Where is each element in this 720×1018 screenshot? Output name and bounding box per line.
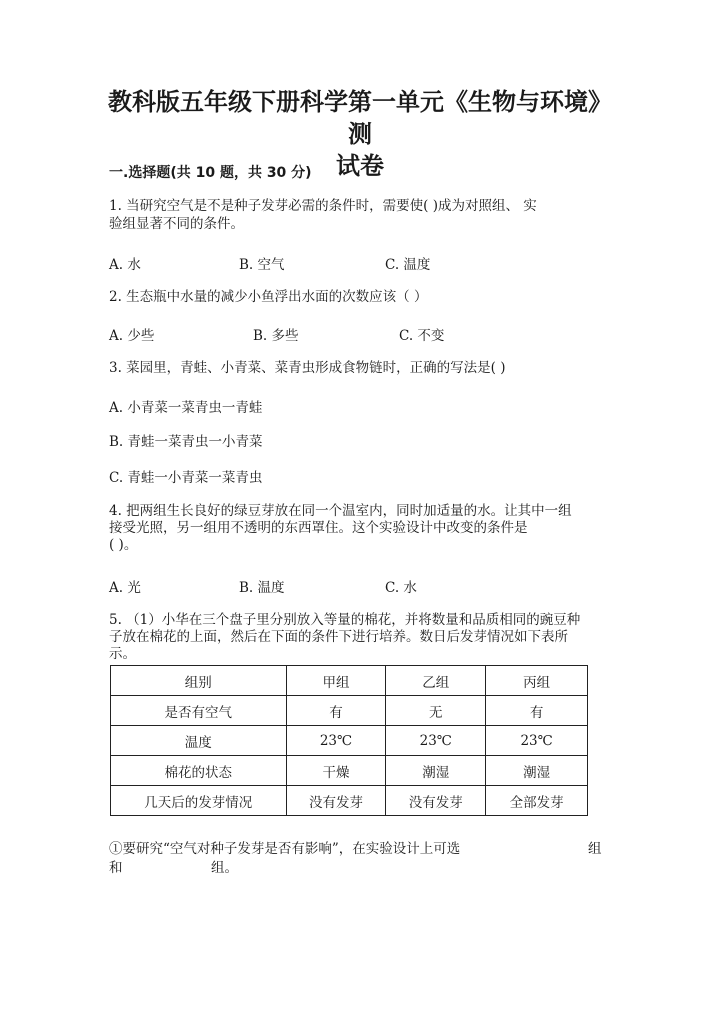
question-5-sub-1-end: 组	[588, 841, 602, 857]
question-5-line-2: 子放在棉花的上面，然后在下面的条件下进行培养。数日后发芽情况如下表所	[109, 629, 568, 645]
table-cell: 23℃	[386, 726, 486, 756]
table-row	[111, 726, 588, 756]
table-cell: 23℃	[486, 726, 588, 756]
table-cell: 没有发芽	[386, 786, 486, 816]
table-cell: 干燥	[286, 756, 386, 786]
question-5	[109, 612, 609, 663]
table-cell: 23℃	[286, 726, 386, 756]
table-row	[111, 786, 588, 816]
table-cell: 温度	[111, 726, 287, 756]
table-cell: 棉花的状态	[111, 756, 287, 786]
table-cell: 无	[386, 696, 486, 726]
table-cell: 潮湿	[386, 756, 486, 786]
table-cell: 组别	[111, 666, 287, 696]
table-cell: 乙组	[386, 666, 486, 696]
question-5-line-3: 示。	[109, 646, 136, 662]
question-4	[109, 503, 609, 554]
question-1	[109, 198, 609, 232]
question-2: 2. 生态瓶中水量的减少小鱼浮出水面的次数应该（ ）	[109, 289, 428, 305]
question-4-line-1: 4. 把两组生长良好的绿豆芽放在同一个温室内，同时加适量的水。让其中一组	[109, 503, 572, 519]
q3-option-b: B. 青蛙一菜青虫一小青菜	[109, 434, 263, 450]
germination-table	[110, 665, 588, 816]
q3-option-a: A. 小青菜一菜青虫一青蛙	[109, 400, 263, 416]
question-5-sub-1-and: 和	[109, 860, 123, 876]
table-cell: 是否有空气	[111, 696, 287, 726]
table-row	[111, 756, 588, 786]
question-5-sub-1: ①要研究“空气对种子发芽是否有影响”，在实验设计上可选	[109, 841, 461, 857]
q4-option-b: B. 温度	[239, 580, 285, 596]
table-cell: 几天后的发芽情况	[111, 786, 287, 816]
question-5-sub-1-group: 组。	[211, 860, 238, 876]
question-3: 3. 菜园里，青蛙、小青菜、菜青虫形成食物链时，正确的写法是( )	[109, 360, 506, 376]
table-row	[111, 696, 588, 726]
table-cell: 丙组	[486, 666, 588, 696]
table-header-row	[111, 666, 588, 696]
q4-option-a: A. 光	[109, 580, 141, 596]
question-4-line-2: 接受光照，另一组用不透明的东西罩住。这个实验设计中改变的条件是	[109, 520, 528, 536]
q4-option-c: C. 水	[385, 580, 417, 596]
q2-option-a: A. 少些	[109, 328, 155, 344]
title-line-2: 试卷	[336, 152, 384, 180]
table-cell: 全部发芽	[486, 786, 588, 816]
title-line-1: 教科版五年级下册科学第一单元《生物与环境》测	[108, 88, 612, 148]
question-4-line-3: ( )。	[109, 537, 138, 553]
q2-option-b: B. 多些	[253, 328, 299, 344]
q1-option-a: A. 水	[109, 257, 141, 273]
section-heading: 一.选择题(共 10 题，共 30 分)	[109, 165, 312, 181]
q1-option-b: B. 空气	[239, 257, 285, 273]
table-cell: 有	[486, 696, 588, 726]
q3-option-c: C. 青蛙一小青菜一菜青虫	[109, 470, 263, 486]
table-cell: 潮湿	[486, 756, 588, 786]
question-5-line-1: 5. （1）小华在三个盘子里分别放入等量的棉花，并将数量和品质相同的豌豆种	[109, 612, 581, 628]
question-1-line-1: 1. 当研究空气是不是种子发芽必需的条件时，需要使( )成为对照组、 实	[109, 198, 537, 214]
q1-option-c: C. 温度	[385, 257, 431, 273]
table-cell: 有	[286, 696, 386, 726]
question-1-line-2: 验组显著不同的条件。	[109, 216, 244, 232]
q2-option-c: C. 不变	[399, 328, 445, 344]
table-cell: 甲组	[286, 666, 386, 696]
table-cell: 没有发芽	[286, 786, 386, 816]
